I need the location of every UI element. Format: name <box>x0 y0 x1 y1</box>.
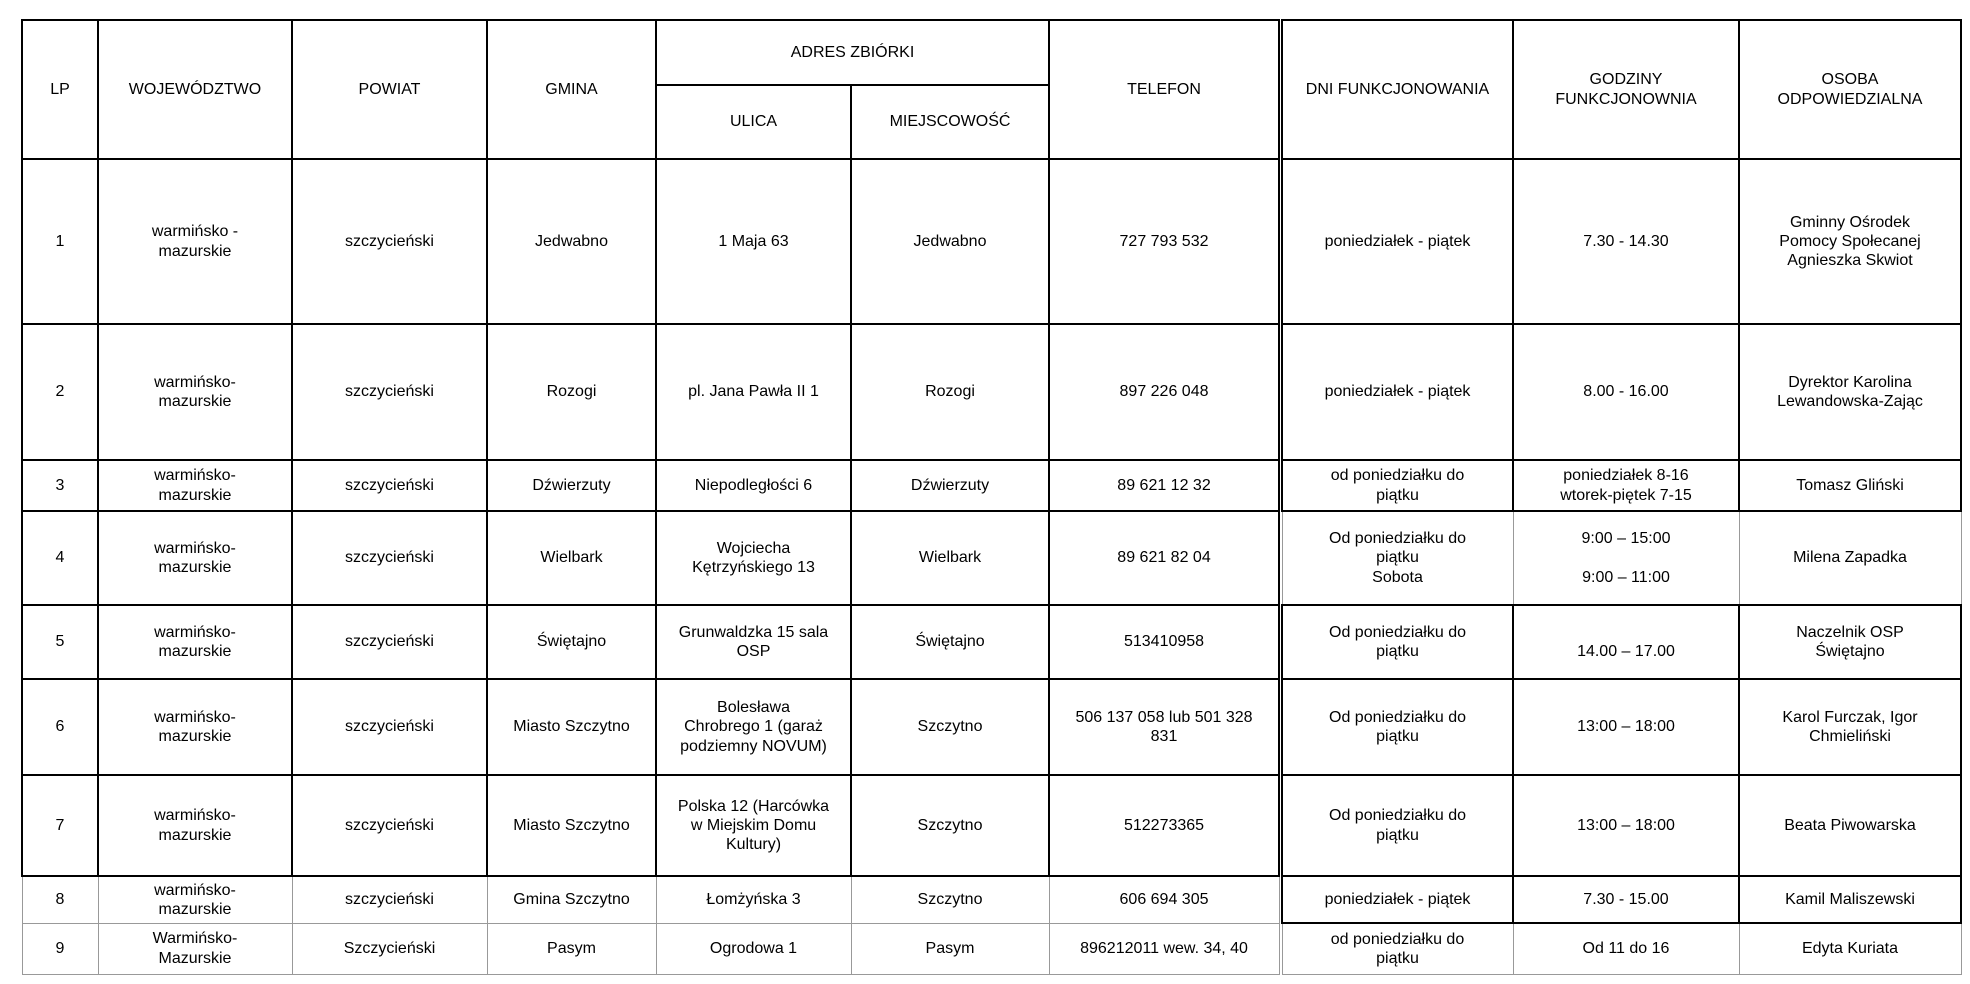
table-row <box>1282 923 1961 974</box>
cell-telefon: 606 694 305 <box>1049 876 1279 923</box>
cell-lp: 8 <box>22 876 98 923</box>
cell-osoba: Tomasz Gliński <box>1739 460 1961 511</box>
table-row <box>1282 605 1961 679</box>
cell-godziny: Od 11 do 16 <box>1513 923 1739 974</box>
cell-ulica: Wojciecha Kętrzyńskiego 13 <box>656 511 851 605</box>
cell-godziny: 14.00 – 17.00 <box>1513 605 1739 679</box>
cell-gmina: Dźwierzuty <box>487 460 656 511</box>
cell-dni: Od poniedziałku do piątku <box>1282 775 1513 876</box>
cell-godziny: 9:00 – 15:00 9:00 – 11:00 <box>1513 511 1739 605</box>
cell-osoba: Kamil Maliszewski <box>1739 876 1961 923</box>
cell-osoba: Gminny Ośrodek Pomocy Społecanej Agnieszka Skwiot <box>1739 159 1961 324</box>
cell-miejscowosc: Wielbark <box>851 511 1049 605</box>
cell-dni: poniedziałek - piątek <box>1282 159 1513 324</box>
cell-dni: Od poniedziałku do piątku <box>1282 679 1513 775</box>
header-wojewodztwo: WOJEWÓDZTWO <box>98 20 292 159</box>
cell-lp: 1 <box>22 159 98 324</box>
cell-gmina: Gmina Szczytno <box>487 876 656 923</box>
cell-ulica: Ogrodowa 1 <box>656 923 851 974</box>
cell-dni: poniedziałek - piątek <box>1282 876 1513 923</box>
cell-wojewodztwo: warmińsko- mazurskie <box>98 775 292 876</box>
cell-telefon: 89 621 82 04 <box>1049 511 1279 605</box>
cell-ulica: Grunwaldzka 15 sala OSP <box>656 605 851 679</box>
cell-ulica: Bolesława Chrobrego 1 (garaż podziemny NOVUM) <box>656 679 851 775</box>
table-row <box>22 511 1279 605</box>
header-powiat: POWIAT <box>292 20 487 159</box>
cell-powiat: szczycieński <box>292 876 487 923</box>
cell-miejscowosc: Pasym <box>851 923 1049 974</box>
cell-powiat: Szczycieński <box>292 923 487 974</box>
table-row <box>22 876 1279 923</box>
cell-godziny: poniedziałek 8-16 wtorek-piętek 7-15 <box>1513 460 1739 511</box>
header-godziny: GODZINY FUNKCJONOWNIA <box>1513 20 1739 159</box>
cell-telefon: 896212011 wew. 34, 40 <box>1049 923 1279 974</box>
cell-gmina: Miasto Szczytno <box>487 679 656 775</box>
cell-osoba: Karol Furczak, Igor Chmieliński <box>1739 679 1961 775</box>
cell-gmina: Jedwabno <box>487 159 656 324</box>
header-telefon: TELEFON <box>1049 20 1279 159</box>
cell-wojewodztwo: warmińsko - mazurskie <box>98 159 292 324</box>
cell-powiat: szczycieński <box>292 324 487 460</box>
cell-godziny: 8.00 - 16.00 <box>1513 324 1739 460</box>
cell-powiat: szczycieński <box>292 511 487 605</box>
cell-powiat: szczycieński <box>292 460 487 511</box>
cell-ulica: pl. Jana Pawła II 1 <box>656 324 851 460</box>
table-row <box>1282 511 1961 605</box>
cell-powiat: szczycieński <box>292 679 487 775</box>
header-osoba: OSOBA ODPOWIEDZIALNA <box>1739 20 1961 159</box>
cell-lp: 9 <box>22 923 98 974</box>
cell-dni: Od poniedziałku do piątku Sobota <box>1282 511 1513 605</box>
cell-ulica: Polska 12 (Harcówka w Miejskim Domu Kultury) <box>656 775 851 876</box>
cell-gmina: Rozogi <box>487 324 656 460</box>
cell-lp: 3 <box>22 460 98 511</box>
header-adres-zbiorki: ADRES ZBIÓRKI <box>656 20 1049 85</box>
table-row <box>1282 460 1961 511</box>
cell-ulica: Niepodległości 6 <box>656 460 851 511</box>
cell-gmina: Miasto Szczytno <box>487 775 656 876</box>
cell-wojewodztwo: Warmińsko- Mazurskie <box>98 923 292 974</box>
cell-miejscowosc: Szczytno <box>851 775 1049 876</box>
cell-telefon: 506 137 058 lub 501 328 831 <box>1049 679 1279 775</box>
table-row <box>22 460 1279 511</box>
cell-powiat: szczycieński <box>292 159 487 324</box>
cell-dni: Od poniedziałku do piątku <box>1282 605 1513 679</box>
cell-dni: od poniedziałku do piątku <box>1282 923 1513 974</box>
cell-lp: 7 <box>22 775 98 876</box>
cell-godziny: 13:00 – 18:00 <box>1513 775 1739 876</box>
cell-powiat: szczycieński <box>292 775 487 876</box>
table-row <box>1282 159 1961 324</box>
cell-gmina: Świętajno <box>487 605 656 679</box>
collection-points-table <box>21 19 1280 975</box>
cell-osoba: Milena Zapadka <box>1739 511 1961 605</box>
cell-wojewodztwo: warmińsko- mazurskie <box>98 511 292 605</box>
table-row <box>1282 324 1961 460</box>
cell-osoba: Naczelnik OSP Świętajno <box>1739 605 1961 679</box>
header-miejscowosc: MIEJSCOWOŚĆ <box>851 85 1049 159</box>
table-row <box>22 679 1279 775</box>
table-row <box>22 775 1279 876</box>
cell-telefon: 512273365 <box>1049 775 1279 876</box>
cell-osoba: Dyrektor Karolina Lewandowska-Zając <box>1739 324 1961 460</box>
table-row <box>22 324 1279 460</box>
table-row <box>1282 679 1961 775</box>
table-row <box>1282 876 1961 923</box>
cell-lp: 5 <box>22 605 98 679</box>
cell-osoba: Edyta Kuriata <box>1739 923 1961 974</box>
cell-gmina: Pasym <box>487 923 656 974</box>
cell-lp: 6 <box>22 679 98 775</box>
table-row <box>22 923 1279 974</box>
cell-dni: poniedziałek - piątek <box>1282 324 1513 460</box>
cell-miejscowosc: Szczytno <box>851 876 1049 923</box>
cell-miejscowosc: Jedwabno <box>851 159 1049 324</box>
cell-godziny: 7.30 - 14.30 <box>1513 159 1739 324</box>
cell-osoba: Beata Piwowarska <box>1739 775 1961 876</box>
header-lp: LP <box>22 20 98 159</box>
cell-wojewodztwo: warmińsko- mazurskie <box>98 324 292 460</box>
header-gmina: GMINA <box>487 20 656 159</box>
cell-miejscowosc: Dźwierzuty <box>851 460 1049 511</box>
cell-wojewodztwo: warmińsko- mazurskie <box>98 605 292 679</box>
table-row <box>1282 775 1961 876</box>
cell-ulica: Łomżyńska 3 <box>656 876 851 923</box>
cell-telefon: 513410958 <box>1049 605 1279 679</box>
cell-ulica: 1 Maja 63 <box>656 159 851 324</box>
cell-lp: 4 <box>22 511 98 605</box>
cell-gmina: Wielbark <box>487 511 656 605</box>
cell-powiat: szczycieński <box>292 605 487 679</box>
cell-miejscowosc: Szczytno <box>851 679 1049 775</box>
cell-dni: od poniedziałku do piątku <box>1282 460 1513 511</box>
cell-miejscowosc: Rozogi <box>851 324 1049 460</box>
cell-wojewodztwo: warmińsko- mazurskie <box>98 876 292 923</box>
cell-telefon: 897 226 048 <box>1049 324 1279 460</box>
cell-telefon: 727 793 532 <box>1049 159 1279 324</box>
cell-lp: 2 <box>22 324 98 460</box>
cell-telefon: 89 621 12 32 <box>1049 460 1279 511</box>
table-row <box>22 605 1279 679</box>
cell-godziny: 13:00 – 18:00 <box>1513 679 1739 775</box>
header-ulica: ULICA <box>656 85 851 159</box>
table-row <box>22 159 1279 324</box>
opening-hours-table <box>1281 19 1962 975</box>
cell-godziny: 7.30 - 15.00 <box>1513 876 1739 923</box>
cell-miejscowosc: Świętajno <box>851 605 1049 679</box>
cell-wojewodztwo: warmińsko- mazurskie <box>98 460 292 511</box>
header-dni: DNI FUNKCJONOWANIA <box>1282 20 1513 159</box>
cell-wojewodztwo: warmińsko- mazurskie <box>98 679 292 775</box>
